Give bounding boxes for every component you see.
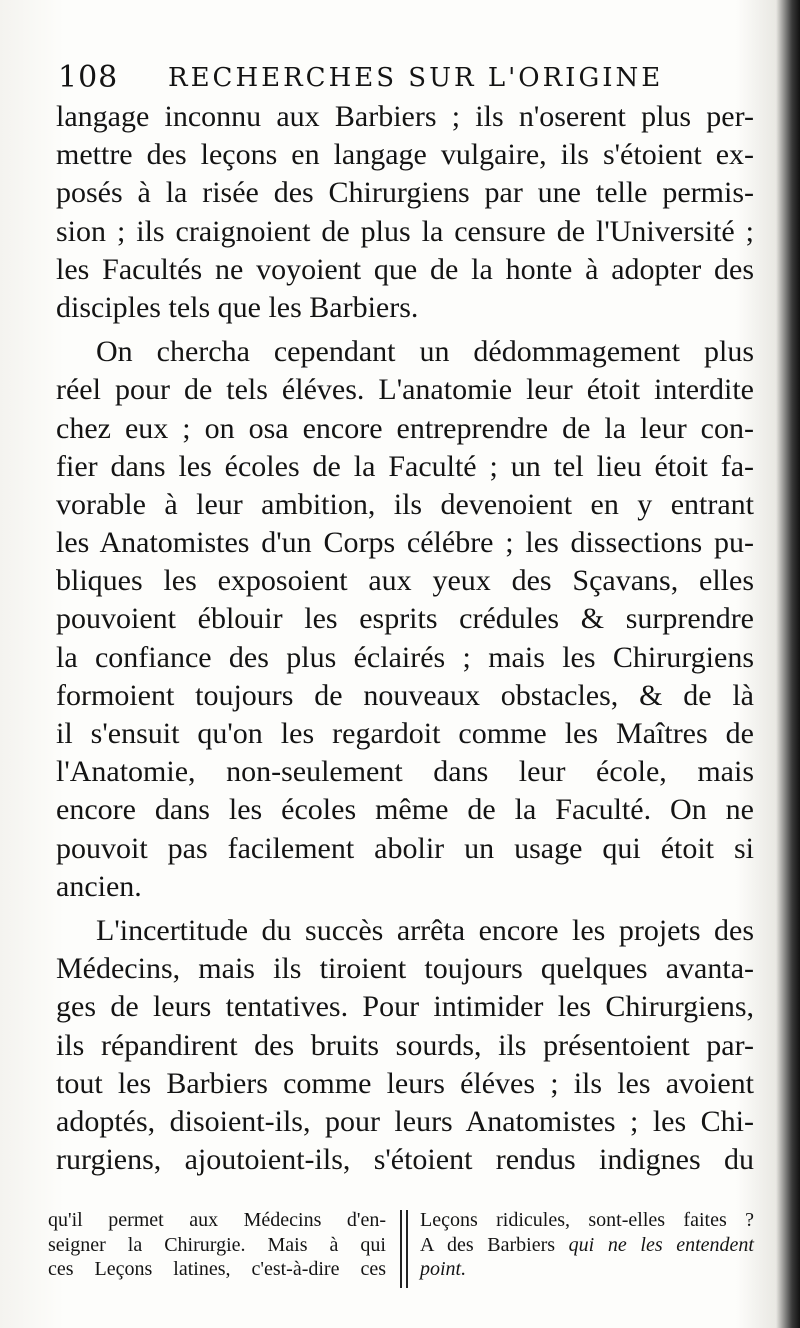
text-line: les Facultés ne voyoient que de la honte à adopter des: [56, 252, 754, 286]
footnote-line: point.: [420, 1258, 467, 1280]
body-text: [56, 98, 754, 1179]
text-line: posés à la risée des Chirurgiens par une telle permis-: [56, 176, 754, 210]
text-line: pouvoient éblouir les esprits crédules & surprendre: [56, 602, 754, 636]
text-line: bliques les exposoient aux yeux des Sçavans, elles: [56, 564, 754, 598]
text-line: réel pour de tels éléves. L'anatomie leur étoit interdite: [56, 373, 754, 407]
text-line: la confiance des plus éclairés ; mais les Chirurgiens: [56, 640, 754, 674]
column-rule: [400, 1210, 402, 1288]
footnote-line: ces Leçons latines, c'est-à-dire ces: [48, 1258, 386, 1280]
text-line: langage inconnu aux Barbiers ; ils n'oserent plus per-: [56, 100, 754, 133]
footnotes: [48, 1208, 758, 1288]
text-line: rurgiens, ajoutoient-ils, s'étoient rendus indignes du: [56, 1143, 754, 1177]
text-line: On chercha cependant un dédommagement plus: [96, 335, 754, 369]
text-line: ils répandirent des bruits sourds, ils présentoient par-: [56, 1028, 754, 1062]
text-line: Médecins, mais ils tiroient toujours quelques avanta-: [56, 952, 754, 986]
text-line: disciples tels que les Barbiers.: [56, 290, 419, 324]
footnote-line: [420, 1233, 754, 1258]
text-line: encore dans les écoles même de la Faculté. On ne: [56, 793, 754, 827]
text-line: les Anatomistes d'un Corps célébre ; les dissections pu-: [56, 526, 754, 560]
column-rule: [406, 1210, 408, 1288]
footnote-italic-text: qui ne les entendent: [568, 1233, 754, 1256]
footnote-line: seigner la Chirurgie. Mais à qui: [48, 1233, 386, 1256]
footnote-line: Leçons ridicules, sont-elles faites ?: [420, 1209, 754, 1231]
text-line: fier dans les écoles de la Faculté ; un tel lieu étoit fa-: [56, 449, 754, 483]
page-number: 108: [58, 60, 119, 95]
footnote-left-column: [48, 1208, 386, 1282]
text-line: l'Anatomie, non-seulement dans leur école, mais: [56, 755, 754, 789]
text-line: formoient toujours de nouveaux obstacles, & de là: [56, 678, 754, 712]
footnote-text: A des Barbiers: [420, 1233, 556, 1256]
running-head: RECHERCHES SUR L'ORIGINE: [168, 63, 664, 93]
page-header: [58, 58, 678, 98]
footnote-line: qu'il permet aux Médecins d'en-: [48, 1209, 386, 1231]
text-line: adoptés, disoient-ils, pour leurs Anatomistes ; les Chi-: [56, 1104, 754, 1138]
text-line: pouvoit pas facilement abolir un usage qui étoit si: [56, 831, 754, 865]
text-line: vorable à leur ambition, ils devenoient en y entrant: [56, 487, 754, 521]
footnote-right-column: [420, 1208, 754, 1282]
text-line: tout les Barbiers comme leurs éléves ; ils les avoient: [56, 1066, 754, 1100]
text-line: mettre des leçons en langage vulgaire, ils s'étoient ex-: [56, 138, 754, 172]
text-line: il s'ensuit qu'on les regardoit comme les Maîtres de: [56, 717, 754, 750]
text-line: L'incertitude du succès arrêta encore les projets des: [96, 913, 754, 947]
text-line: sion ; ils craignoient de plus la censure de l'Université ;: [56, 214, 754, 248]
text-line: ancien.: [56, 869, 142, 903]
text-line: ges de leurs tentatives. Pour intimider les Chirurgiens,: [56, 990, 754, 1024]
text-line: chez eux ; on osa encore entreprendre de la leur con-: [56, 411, 754, 445]
